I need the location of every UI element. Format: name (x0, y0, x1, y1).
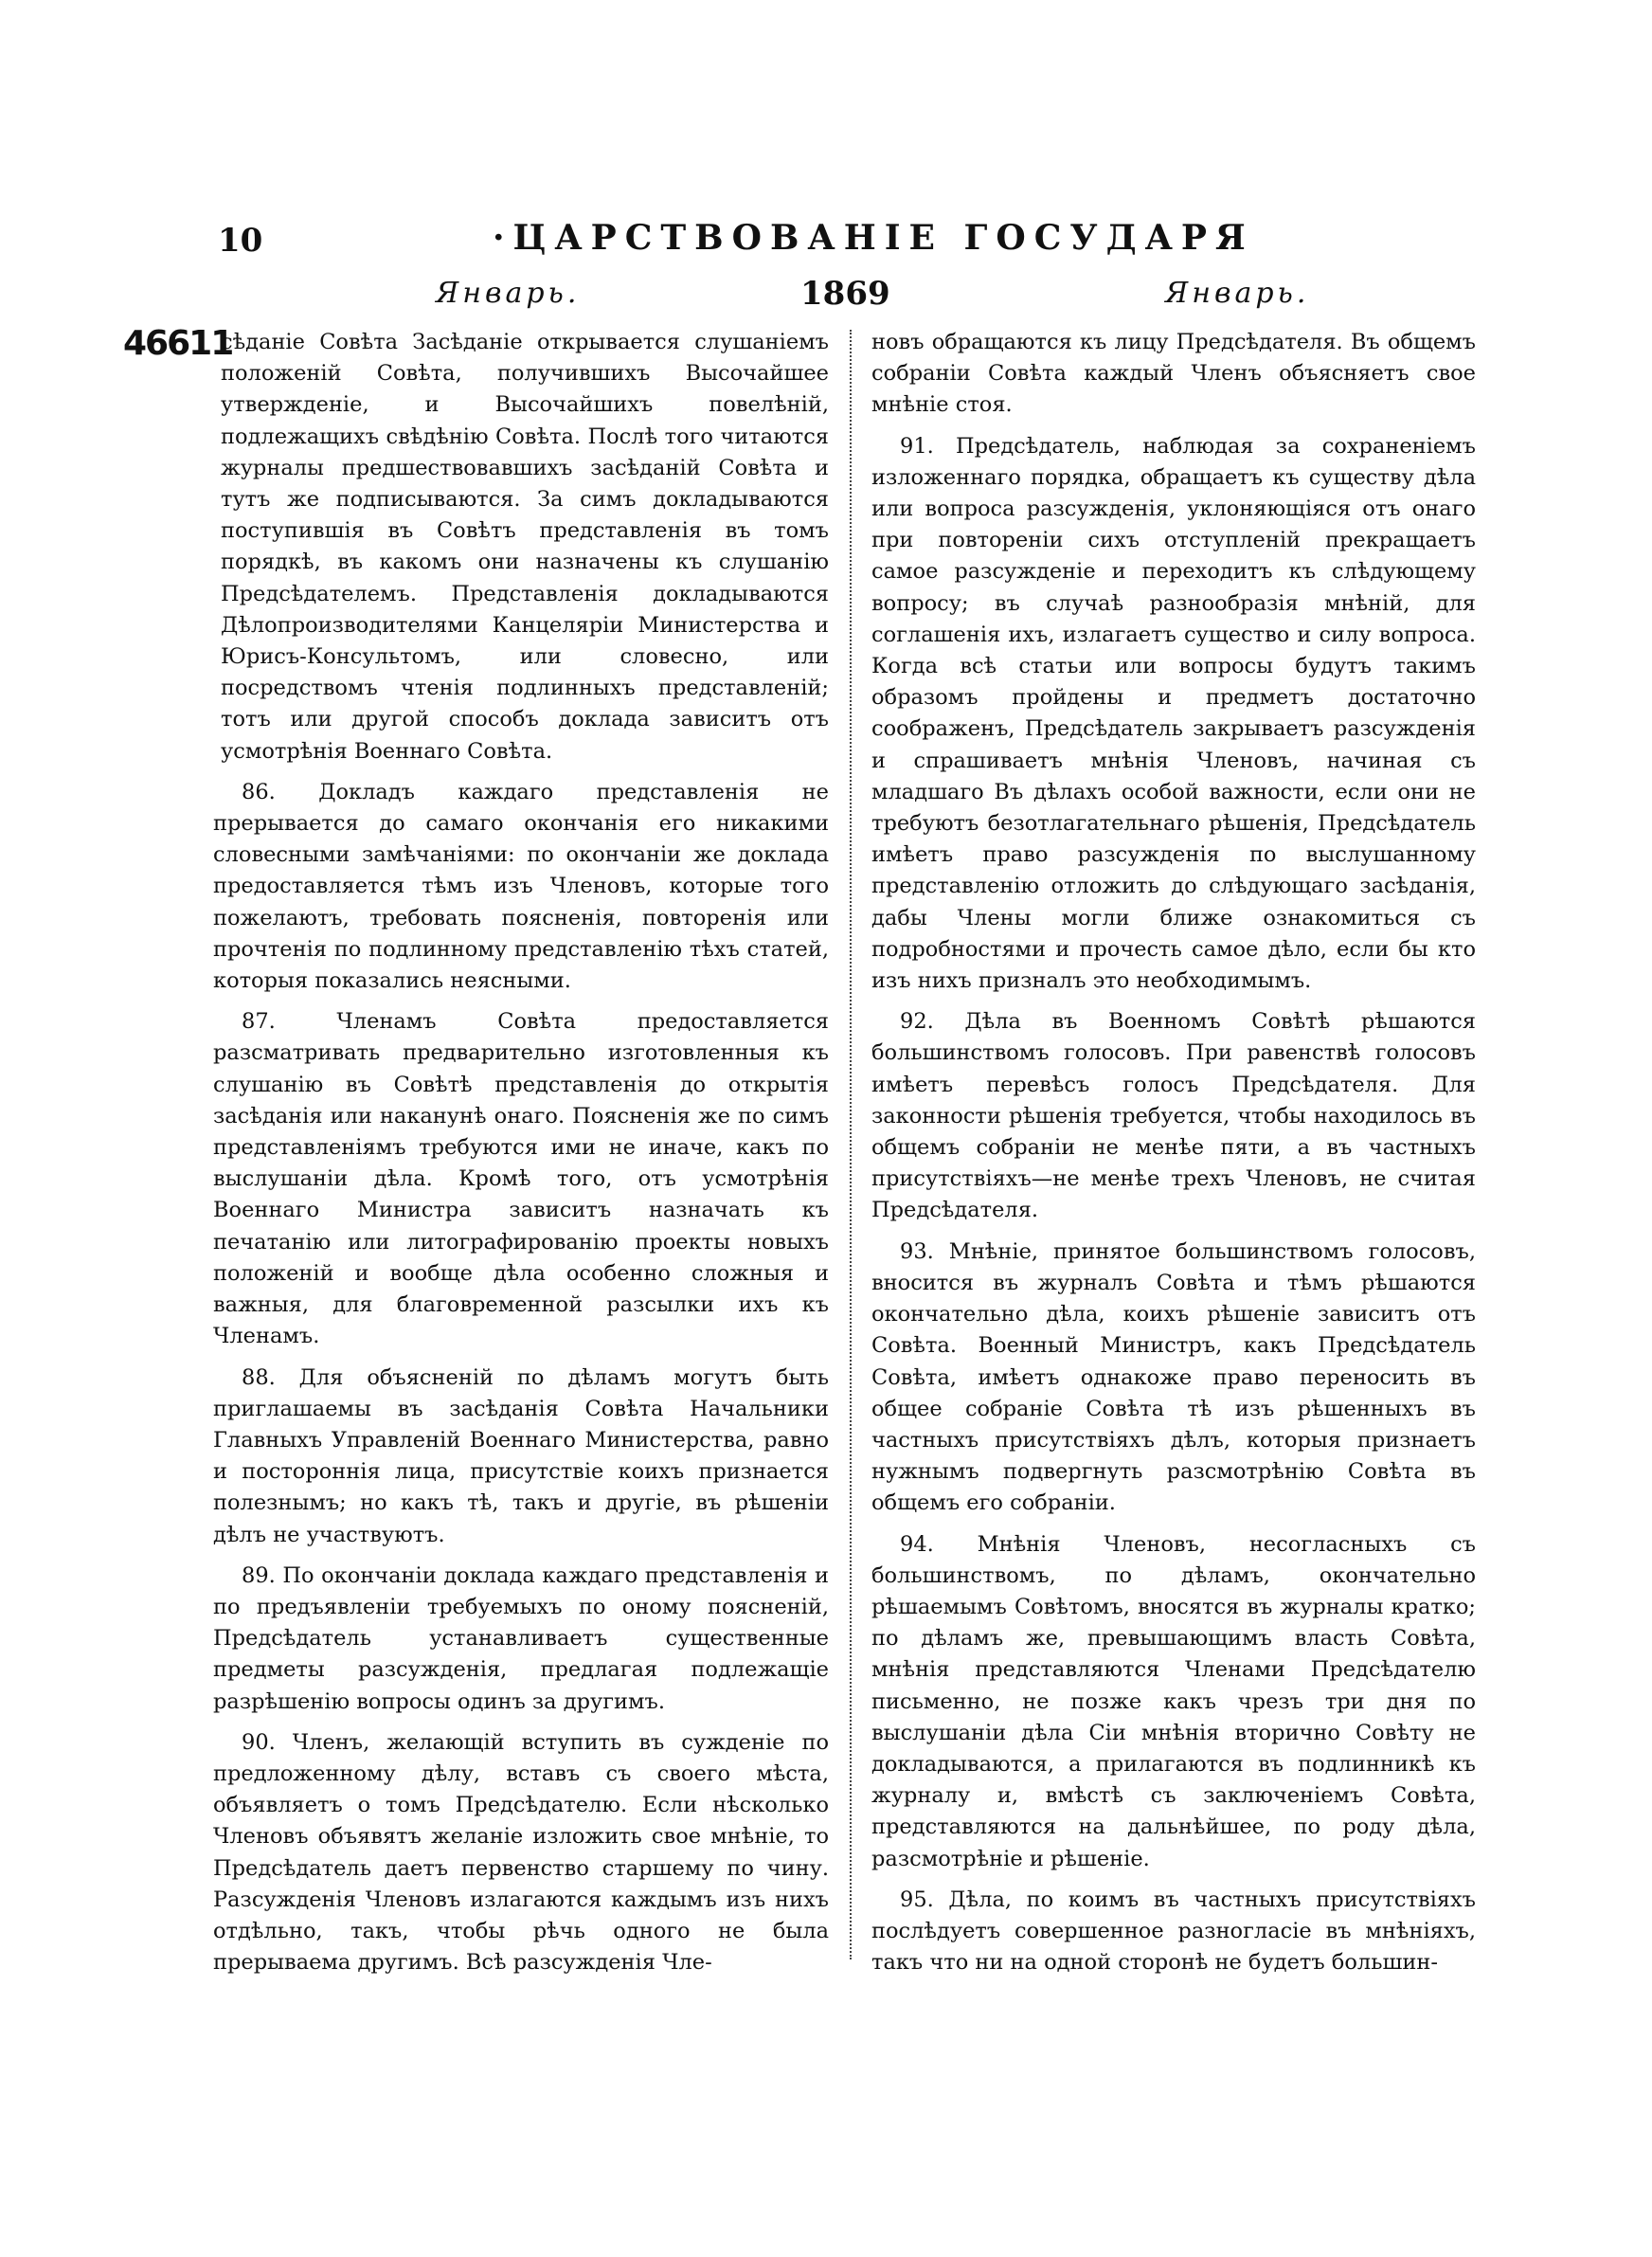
page-number: 10 (218, 222, 263, 260)
paragraph: 89. По окончаніи доклада каждаго представленія и по предъявленіи требуемыхъ по оному поясненій, Предсѣдатель устанавливаетъ существенные предметы разсужденія, предлагая подлежащіе разрѣшенію вопросы одинъ за другимъ. (213, 1562, 829, 1714)
paragraph: 90. Членъ, желающій вступить въ сужденіе по предложенному дѣлу, вставъ съ своего мѣста, объявляетъ о томъ Предсѣдателю. Если нѣсколько Членовъ объявятъ желаніе изложить свое мнѣніе, то Предсѣдатель даетъ первенство старшему по чину. Разсужденія Членовъ излагаются каждымъ изъ нихъ отдѣльно, такъ, чтобы рѣчь одного не была прерываема другимъ. Всѣ разсужденія Чле- (213, 1729, 829, 1976)
month-left: Январь. (436, 277, 581, 310)
year: 1869 (800, 275, 890, 313)
page-header (218, 218, 1487, 265)
paragraph: 95. Дѣла, по коимъ въ частныхъ присутствіяхъ послѣдуетъ совершенное разногласіе въ мнѣніяхъ, такъ что ни на одной сторонѣ не будетъ большин- (871, 1887, 1476, 1976)
month-right: Январь. (1165, 277, 1310, 310)
running-title: ·ЦАРСТВОВАНІЕ ГОСУДАРЯ (493, 218, 1254, 258)
paragraph: 87. Членамъ Совѣта предоставляется разсматривать предварительно изготовленныя къ слушанію въ Совѣтѣ представленія до открытія засѣданія или наканунѣ онаго. Поясненія же по симъ представленіямъ требуются ими не иначе, какъ по выслушаніи дѣла. Кромѣ того, отъ усмотрѣнія Военнаго Министра зависитъ назначать къ печатанію или литографированію проекты новыхъ положеній и вообще дѣла особенно сложныя и важныя, для благовременной разсылки ихъ къ Членамъ. (213, 1009, 829, 1349)
date-line (218, 275, 1487, 320)
paragraph: 93. Мнѣніе, принятое большинствомъ голосовъ, вносится въ журналъ Совѣта и тѣмъ рѣшаются окончательно дѣла, коихъ рѣшеніе зависитъ отъ Совѣта. Военный Министръ, какъ Предсѣдатель Совѣта, имѣетъ однакоже право переносить въ общее собраніе Совѣта тѣ изъ рѣшенныхъ въ частныхъ присутствіяхъ дѣлъ, которыя признаетъ нужнымъ подвергнуть разсмотрѣнію Совѣта въ общемъ его собраніи. (871, 1238, 1476, 1516)
column-divider (850, 330, 852, 1959)
paragraph: 88. Для объясненій по дѣламъ могутъ быть приглашаемы въ засѣданія Совѣта Начальники Главныхъ Управленій Военнаго Министерства, равно и постороннія лица, присутствіе коихъ признается полезнымъ; но какъ тѣ, такъ и другіе, въ рѣшеніи дѣлъ не участвуютъ. (213, 1364, 829, 1547)
paragraph: 86. Докладъ каждаго представленія не прерывается до самаго окончанія его никакими словесными замѣчаніями: по окончаніи же доклада предоставляется тѣмъ изъ Членовъ, которые того пожелаютъ, требовать поясненія, повторенія или прочтенія по подлинному представленію тѣхъ статей, которыя показались неясными. (213, 779, 829, 994)
margin-document-number: 46611 (123, 324, 233, 363)
paragraph: 92. Дѣла въ Военномъ Совѣтѣ рѣшаются большинствомъ голосовъ. При равенствѣ голосовъ имѣетъ перевѣсъ голосъ Предсѣдателя. Для законности рѣшенія требуется, чтобы находилось въ общемъ собраніи не менѣе пяти, а въ частныхъ присутствіяхъ—не менѣе трехъ Членовъ, не считая Предсѣдателя. (871, 1009, 1476, 1223)
right-column (871, 327, 1476, 1988)
paragraph: 91. Предсѣдатель, наблюдая за сохраненіемъ изложеннаго порядка, обращаетъ къ существу дѣла или вопроса разсужденія, уклоняющіяся отъ онаго при повтореніи сихъ отступленій прекращаетъ самое разсужденіе и переходитъ къ слѣдующему вопросу; въ случаѣ разнообразія мнѣній, для соглашенія ихъ, излагаетъ существо и силу вопроса. Когда всѣ статьи или вопросы будутъ такимъ образомъ пройдены и предметъ достаточно соображенъ, Предсѣдатель закрываетъ разсужденія и спрашиваетъ мнѣнія Членовъ, начиная съ младшаго Въ дѣлахъ особой важности, если они не требуютъ безотлагательнаго рѣшенія, Предсѣдатель имѣетъ право разсужденія по выслушанному представленію отложить до слѣдующаго засѣданія, дабы Члены могли ближе ознакомиться съ подробностями и прочесть самое дѣло, если бы кто изъ нихъ призналъ это необходимымъ. (871, 433, 1476, 994)
left-column (213, 327, 829, 1988)
paragraph: сѣданіе Совѣта Засѣданіе открывается слушаніемъ положеній Совѣта, получившихъ Высочайшее утвержденіе, и Высочайшихъ повелѣній, подлежащихъ свѣдѣнію Совѣта. Послѣ того читаются журналы предшествовавшихъ засѣданій Совѣта и тутъ же подписываются. За симъ докладываются поступившія въ Совѣтъ представленія въ томъ порядкѣ, въ какомъ они назначены къ слушанію Предсѣдателемъ. Представленія докладываются Дѣлопроизводителями Канцеляріи Министерства и Юрисъ-Консультомъ, или словесно, или посредствомъ чтенія подлинныхъ представленій; тотъ или другой способъ доклада зависитъ отъ усмотрѣнія Военнаго Совѣта. (221, 330, 829, 764)
paragraph: новъ обращаются къ лицу Предсѣдателя. Въ общемъ собраніи Совѣта каждый Членъ объясняетъ свое мнѣніе стоя. (871, 330, 1476, 418)
paragraph: 94. Мнѣнія Членовъ, несогласныхъ съ большинствомъ, по дѣламъ, окончательно рѣшаемымъ Совѣтомъ, вносятся въ журналы кратко; по дѣламъ же, превышающимъ власть Совѣта, мнѣнія представляются Членами Предсѣдателю письменно, не позже какъ чрезъ три дня по выслушаніи дѣла Сіи мнѣнія вторично Совѣту не докладываются, а прилагаются въ подлинникѣ къ журналу и, вмѣстѣ съ заключеніемъ Совѣта, представляются на дальнѣйшее, по роду дѣла, разсмотрѣніе и рѣшеніе. (871, 1531, 1476, 1871)
